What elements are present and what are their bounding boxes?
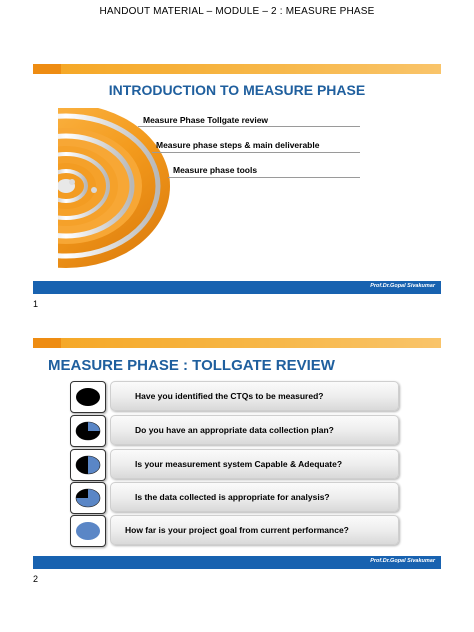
slide1-footer-author: Prof.Dr.Gopal Sivakumar: [370, 283, 435, 289]
tollgate-row-5: [70, 515, 400, 545]
concentric-rings-graphic: [58, 108, 188, 268]
tollgate-question: Have you identified the CTQs to be measured?: [110, 381, 399, 411]
tollgate-row-1: [70, 381, 400, 411]
tollgate-row-2: [70, 415, 400, 445]
bullet-divider: [138, 126, 360, 127]
slide1-bullet-2: Measure phase steps & main deliverable: [156, 140, 320, 150]
slide1-bullet-1: Measure Phase Tollgate review: [143, 115, 269, 125]
tollgate-question: How far is your project goal from current performance?: [110, 515, 399, 545]
tollgate-row-3: [70, 449, 400, 479]
bullet-divider: [152, 152, 360, 153]
slide2-footer-author: Prof.Dr.Gopal Sivakumar: [370, 558, 435, 564]
tollgate-question: Is your measurement system Capable & Adequate?: [110, 449, 399, 479]
slide2-top-bar: [33, 338, 441, 348]
harvey-ball-quarter-icon: [70, 482, 106, 514]
slide1-top-bar: [33, 64, 441, 74]
tollgate-question: Do you have an appropriate data collection plan?: [110, 415, 399, 445]
tollgate-question: Is the data collected is appropriate for analysis?: [110, 482, 399, 512]
harvey-ball-full-icon: [70, 381, 106, 413]
slide1-title: INTRODUCTION TO MEASURE PHASE: [108, 82, 366, 98]
slide2-footer-bar: [33, 556, 441, 569]
slide1-bullet-3: Measure phase tools: [173, 165, 258, 175]
tollgate-row-4: [70, 482, 400, 512]
slide1-footer-bar: [33, 281, 441, 294]
page-header: HANDOUT MATERIAL – MODULE – 2 : MEASURE PHASE: [99, 6, 375, 17]
page-number-2: 2: [33, 574, 39, 584]
slide2-title: MEASURE PHASE : TOLLGATE REVIEW: [48, 357, 335, 374]
harvey-ball-three-quarter-icon: [70, 415, 106, 447]
bullet-divider: [168, 177, 360, 178]
page-number-1: 1: [33, 299, 39, 309]
harvey-ball-empty-icon: [70, 515, 106, 547]
harvey-ball-half-icon: [70, 449, 106, 481]
